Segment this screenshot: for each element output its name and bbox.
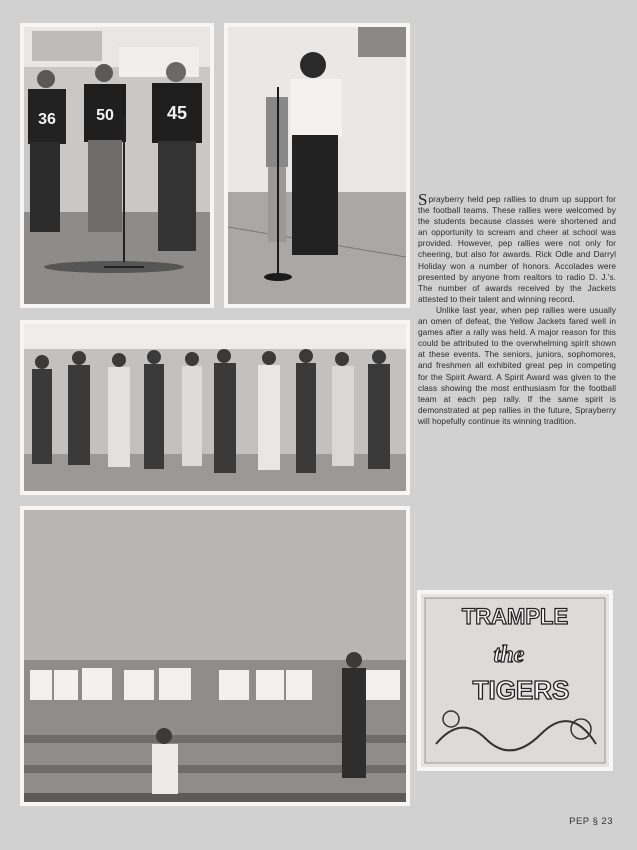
photo-band-image [24,510,406,802]
page-number: 23 [601,816,613,827]
jersey-number-3: 45 [166,103,188,123]
article-text [418,190,616,427]
photo-band-in-bleachers [20,506,410,806]
photo-speaker-at-microphone [224,23,410,308]
article-paragraph-1 [418,190,616,305]
photo-students-marching [20,320,410,495]
jersey-number-2: 50 [96,107,114,124]
jersey-number-1: 36 [38,111,56,128]
article-paragraph-1-text: prayberry held pep rallies to drum up support for the football teams. These rallies were welcomed by the students because classes were shortened and an opportunity to scream and cheer at school was provided. However, pep rallies were not only for cheering, but also for awards. Rick Odle and Darryl Holiday won a number of honors. Accolades were presented by anyone from realtors to radio D. J.'s. The number of awards received by the Jackets attested to their talent and winning record. [418,194,616,304]
drop-cap: S [418,190,428,209]
section-symbol: § [592,816,599,827]
poster-text-the: the [493,642,525,668]
poster-text-tigers: TIGERS [472,675,570,705]
photo-poster-image [421,594,609,767]
footer-section: PEP [569,816,590,827]
photo-football-players [20,23,214,308]
photo-football-players-image [24,27,210,304]
article-paragraph-2: Unlike last year, when pep rallies were usually an omen of defeat, the Yellow Jackets fared well in games after a rally was held. A major reason for this could be attributed to the overwhelming spirit shown at these events. The seniors, juniors, sophomores, and freshmen all exhibited great pep in competing for the Spirit Award. A Spirit Award was given to the class showing the most enthusiasm for the football team at each pep rally. If the same spirit is demonstrated at pep rallies in the future, Sprayberry will hopefully continue its winning tradition. [418,304,616,426]
photo-speaker-image [228,27,406,304]
photo-students-image [24,324,406,491]
page-footer [569,816,613,827]
photo-spirit-poster [417,590,613,771]
poster-text-trample: TRAMPLE [461,604,569,629]
